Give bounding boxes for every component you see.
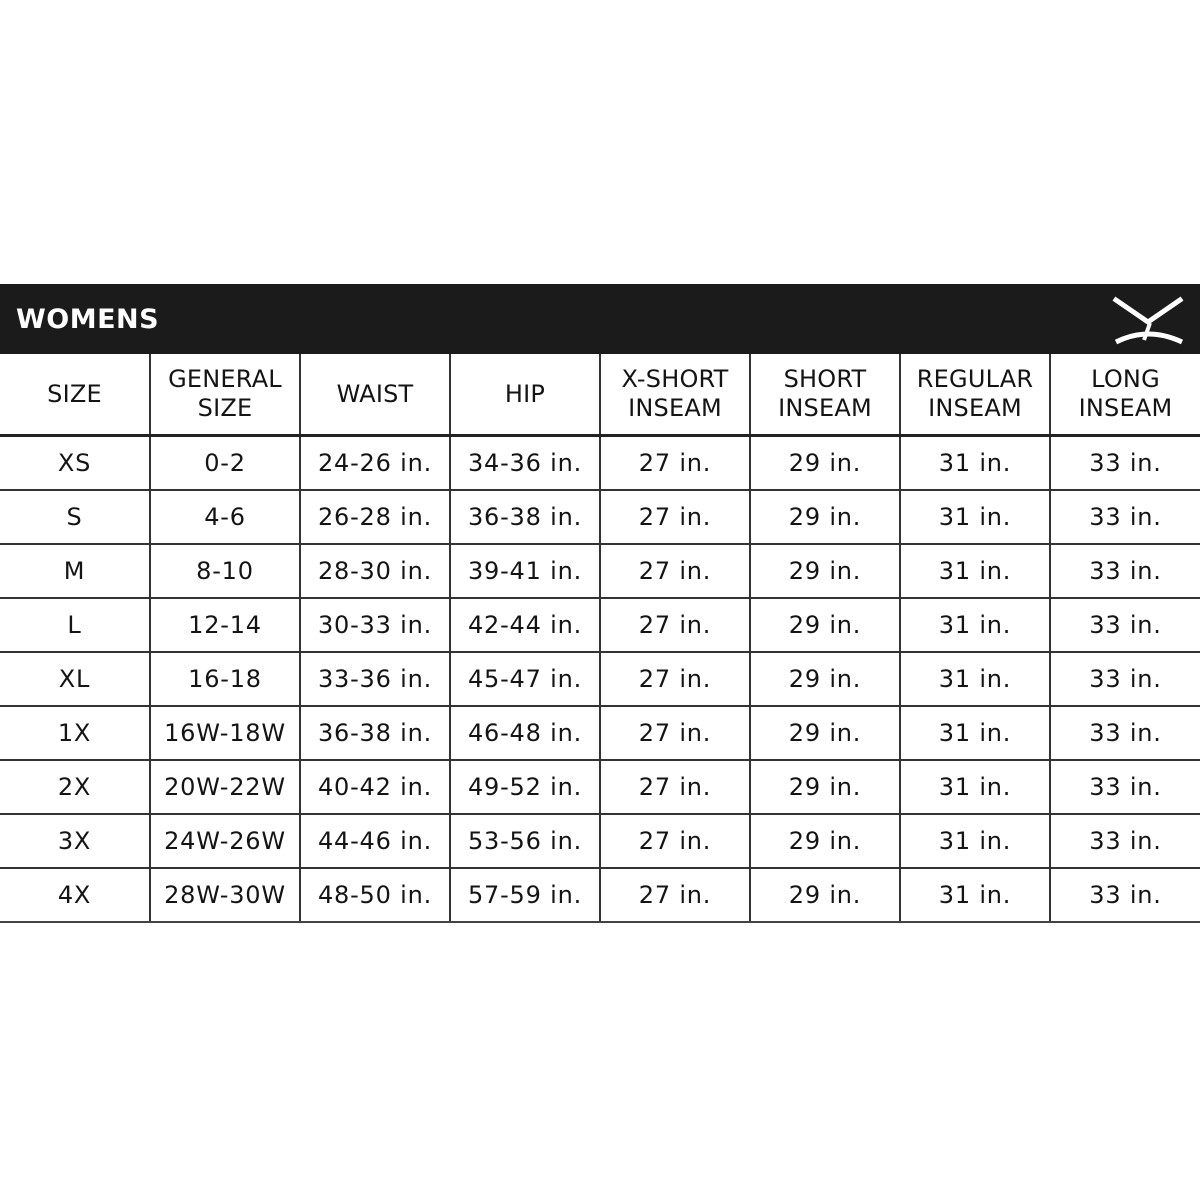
cell-hip: 39-41 in. [450,544,600,598]
table-row [0,814,1200,868]
cell-hip: 42-44 in. [450,598,600,652]
column-header-regular-inseam [900,354,1050,436]
cell-size: S [0,490,150,544]
cell-hip: 49-52 in. [450,760,600,814]
cell-x-short-inseam: 27 in. [600,706,750,760]
column-header-long-inseam [1050,354,1200,436]
cell-long-inseam: 33 in. [1050,436,1200,491]
cell-short-inseam: 29 in. [750,436,900,491]
cell-general-size: 0-2 [150,436,300,491]
column-header-label: X-SHORT [621,365,729,393]
cell-waist: 36-38 in. [300,706,450,760]
cell-general-size: 12-14 [150,598,300,652]
brand-logo-icon [1110,296,1186,348]
cell-size: XL [0,652,150,706]
cell-waist: 33-36 in. [300,652,450,706]
cell-general-size: 20W-22W [150,760,300,814]
column-header-hip [450,354,600,436]
cell-waist: 30-33 in. [300,598,450,652]
cell-short-inseam: 29 in. [750,598,900,652]
table-row [0,598,1200,652]
cell-long-inseam: 33 in. [1050,706,1200,760]
chart-title: WOMENS [16,304,160,335]
cell-hip: 36-38 in. [450,490,600,544]
cell-general-size: 8-10 [150,544,300,598]
cell-x-short-inseam: 27 in. [600,544,750,598]
column-header-label: INSEAM [928,394,1022,422]
column-header-label: WAIST [336,379,414,408]
cell-general-size: 28W-30W [150,868,300,922]
column-header-waist [300,354,450,436]
column-header-size [0,354,150,436]
column-header-general-size [150,354,300,436]
cell-x-short-inseam: 27 in. [600,436,750,491]
cell-regular-inseam: 31 in. [900,652,1050,706]
cell-size: 1X [0,706,150,760]
cell-short-inseam: 29 in. [750,490,900,544]
cell-long-inseam: 33 in. [1050,490,1200,544]
cell-regular-inseam: 31 in. [900,598,1050,652]
column-header-label: REGULAR [916,365,1034,393]
cell-hip: 46-48 in. [450,706,600,760]
cell-long-inseam: 33 in. [1050,760,1200,814]
cell-hip: 34-36 in. [450,436,600,491]
cell-waist: 40-42 in. [300,760,450,814]
size-chart [0,284,1200,918]
cell-regular-inseam: 31 in. [900,814,1050,868]
cell-regular-inseam: 31 in. [900,436,1050,491]
cell-size: M [0,544,150,598]
cell-long-inseam: 33 in. [1050,652,1200,706]
cell-size: 4X [0,868,150,922]
cell-regular-inseam: 31 in. [900,706,1050,760]
cell-regular-inseam: 31 in. [900,544,1050,598]
cell-hip: 53-56 in. [450,814,600,868]
table-row [0,868,1200,922]
cell-waist: 26-28 in. [300,490,450,544]
cell-size: 3X [0,814,150,868]
column-header-short-inseam [750,354,900,436]
column-header-label: INSEAM [778,394,872,422]
cell-general-size: 16-18 [150,652,300,706]
cell-short-inseam: 29 in. [750,868,900,922]
cell-short-inseam: 29 in. [750,814,900,868]
table-body [0,436,1200,923]
cell-x-short-inseam: 27 in. [600,652,750,706]
column-header-label: GENERAL [168,365,282,393]
cell-general-size: 16W-18W [150,706,300,760]
cell-x-short-inseam: 27 in. [600,868,750,922]
table-header-row [0,354,1200,436]
cell-short-inseam: 29 in. [750,760,900,814]
cell-x-short-inseam: 27 in. [600,598,750,652]
column-header-label: INSEAM [1078,394,1173,422]
cell-general-size: 24W-26W [150,814,300,868]
column-header-label: LONG [1091,365,1160,393]
cell-short-inseam: 29 in. [750,652,900,706]
cell-waist: 28-30 in. [300,544,450,598]
cell-size: XS [0,436,150,491]
cell-general-size: 4-6 [150,490,300,544]
table-row [0,436,1200,491]
table-row [0,490,1200,544]
cell-short-inseam: 29 in. [750,544,900,598]
table-row [0,760,1200,814]
cell-waist: 24-26 in. [300,436,450,491]
cell-short-inseam: 29 in. [750,706,900,760]
chart-header-bar [0,284,1200,354]
cell-long-inseam: 33 in. [1050,598,1200,652]
cell-x-short-inseam: 27 in. [600,814,750,868]
cell-long-inseam: 33 in. [1050,814,1200,868]
table-row [0,706,1200,760]
column-header-label: SIZE [47,379,102,408]
cell-size: L [0,598,150,652]
table-row [0,652,1200,706]
column-header-label: SHORT [783,365,867,393]
size-table [0,354,1200,923]
cell-waist: 44-46 in. [300,814,450,868]
column-header-label: INSEAM [628,394,722,422]
cell-x-short-inseam: 27 in. [600,490,750,544]
cell-hip: 45-47 in. [450,652,600,706]
cell-regular-inseam: 31 in. [900,868,1050,922]
column-header-label: SIZE [197,394,253,422]
cell-regular-inseam: 31 in. [900,760,1050,814]
table-row [0,544,1200,598]
column-header-x-short-inseam [600,354,750,436]
cell-long-inseam: 33 in. [1050,868,1200,922]
cell-x-short-inseam: 27 in. [600,760,750,814]
cell-regular-inseam: 31 in. [900,490,1050,544]
cell-hip: 57-59 in. [450,868,600,922]
cell-waist: 48-50 in. [300,868,450,922]
cell-size: 2X [0,760,150,814]
column-header-label: HIP [504,379,546,408]
cell-long-inseam: 33 in. [1050,544,1200,598]
